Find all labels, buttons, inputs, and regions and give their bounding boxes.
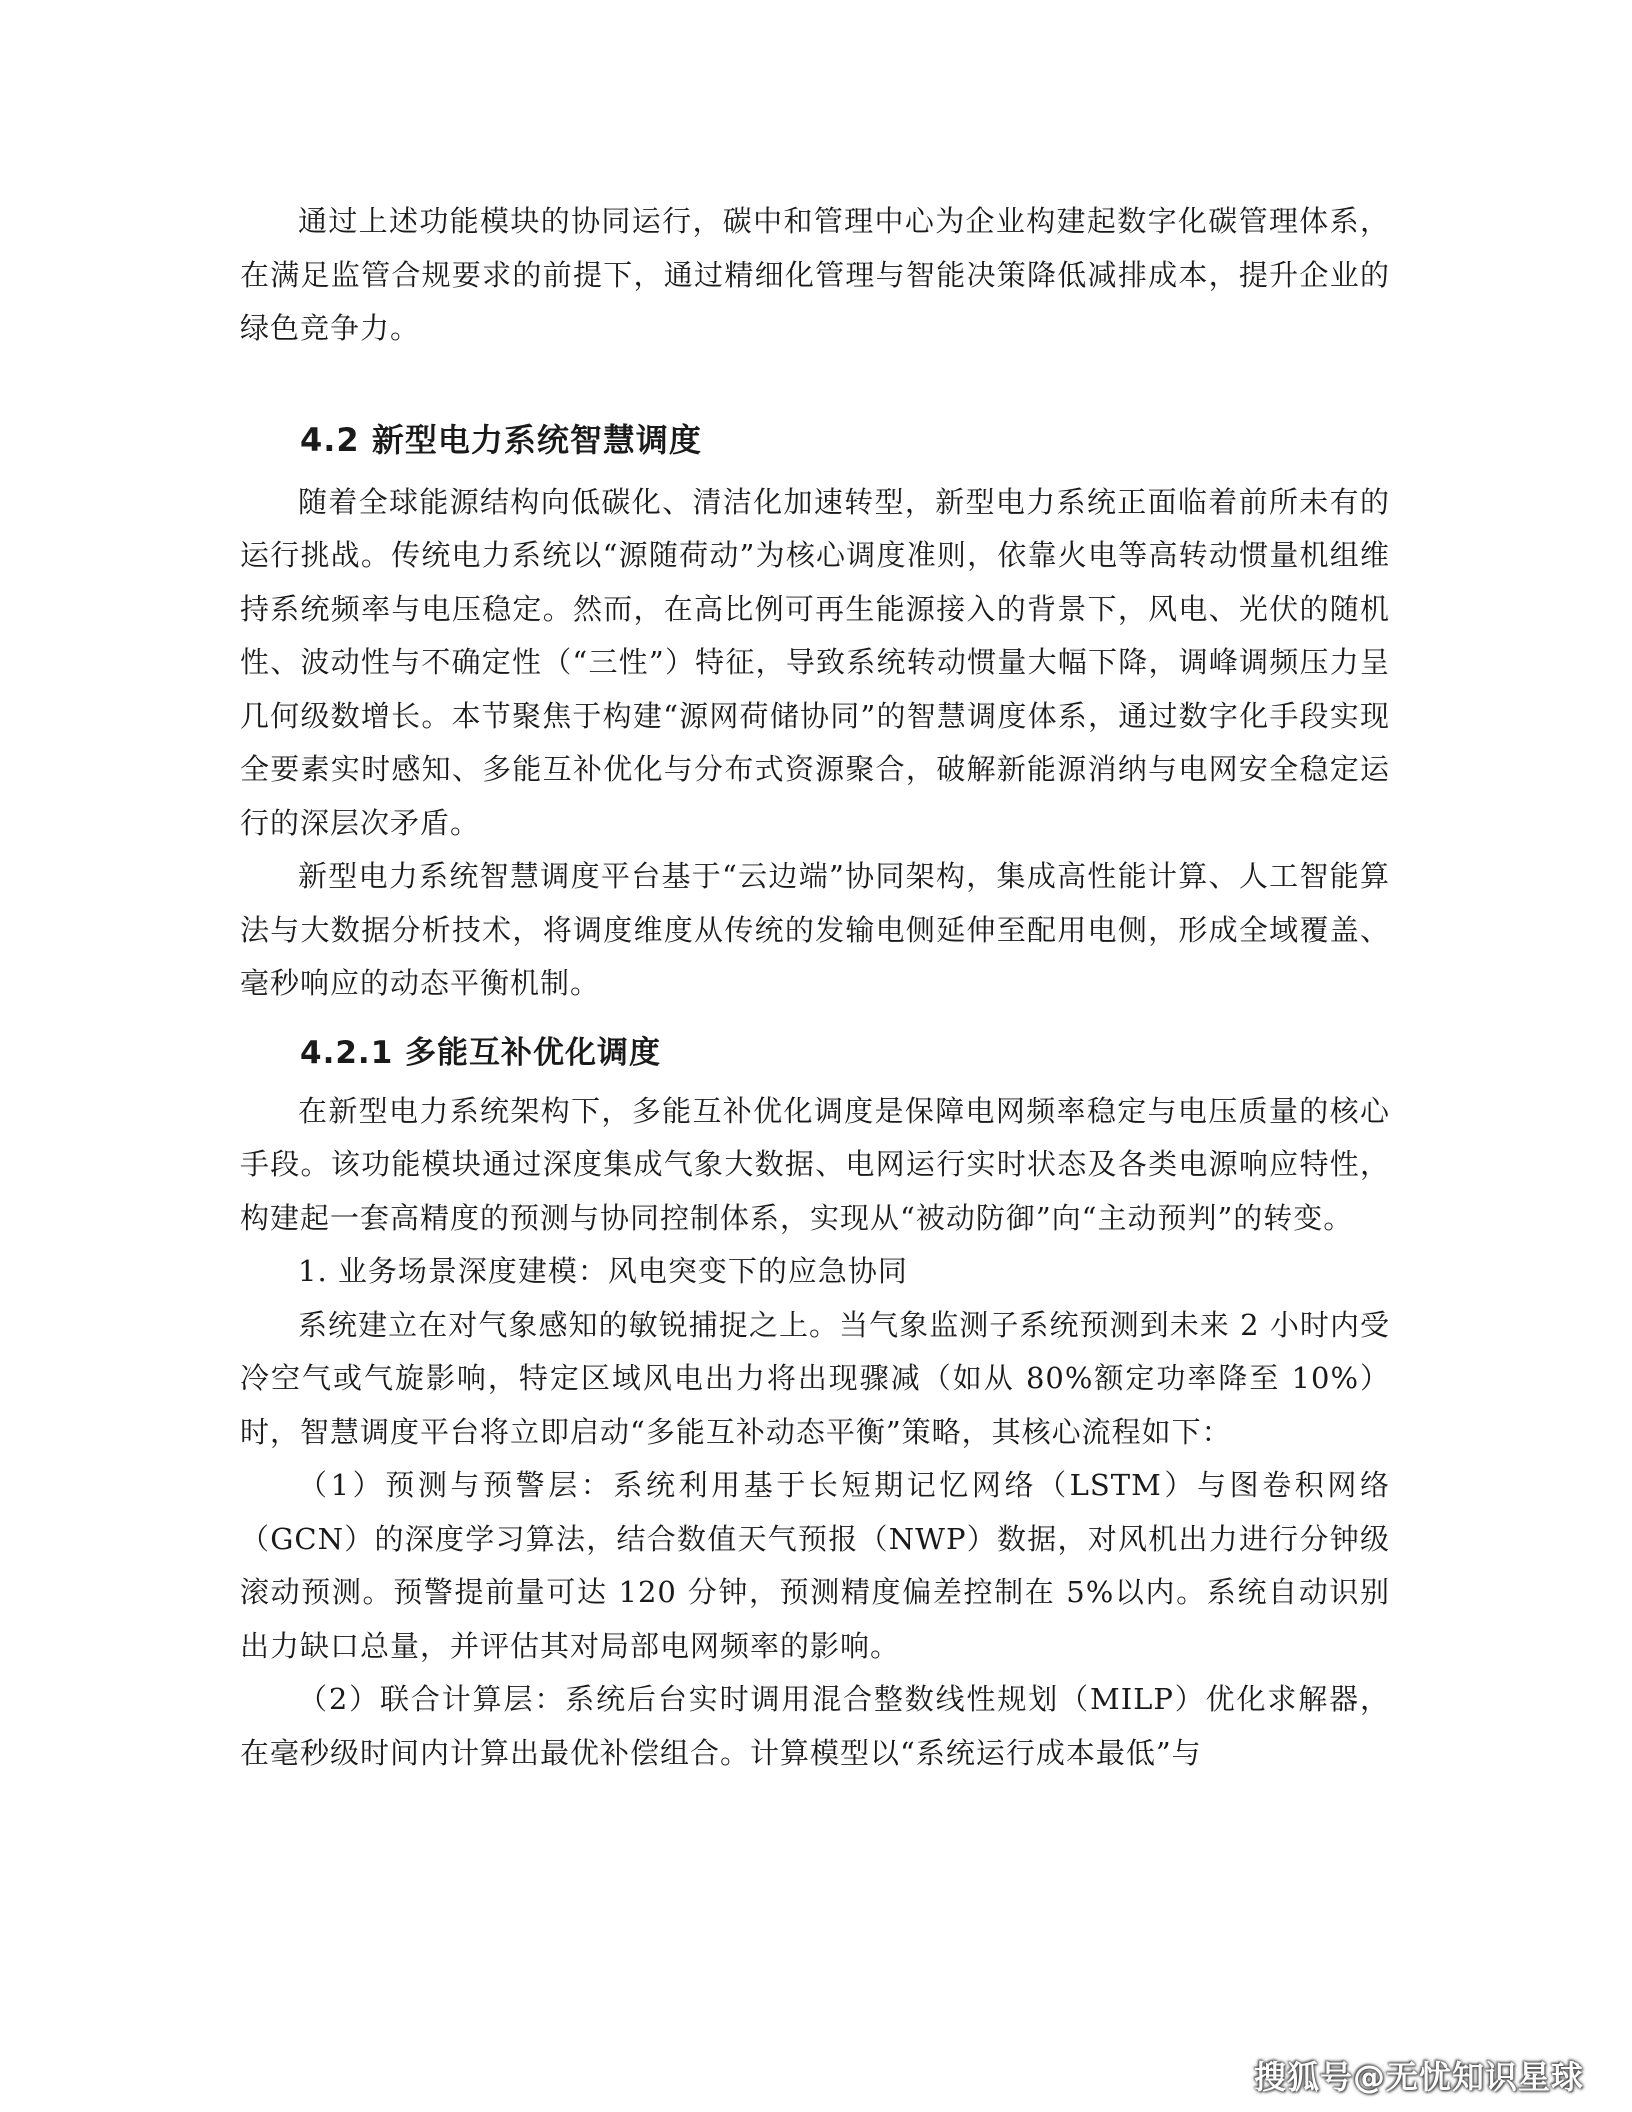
subsection-paragraph-2: 系统建立在对气象感知的敏锐捕捉之上。当气象监测子系统预测到未来 2 小时内受冷空气或气旋影响，特定区域风电出力将出现骤减（如从 80%额定功率降至 10%）时，智慧调度平台将立即启动“多能互补动态平衡”策略，其核心流程如下： — [240, 1307, 1390, 1449]
section-paragraph-1: 随着全球能源结构向低碳化、清洁化加速转型，新型电力系统正面临着前所未有的运行挑战。传统电力系统以“源随荷动”为核心调度准则，依靠火电等高转动惯量机组维持系统频率与电压稳定。然而，在高比例可再生能源接入的背景下，风电、光伏的随机性、波动性与不确定性（“三性”）特征，导致系统转动惯量大幅下降，调峰调频压力呈几何级数增长。本节聚焦于构建“源网荷储协同”的智慧调度体系，通过数字化手段实现全要素实时感知、多能互补优化与分布式资源聚合，破解新能源消纳与电网安全稳定运行的深层次矛盾。 — [240, 484, 1390, 840]
document-page — [240, 195, 1390, 1780]
intro-paragraph: 通过上述功能模块的协同运行，碳中和管理中心为企业构建起数字化碳管理体系，在满足监管合规要求的前提下，通过精细化管理与智能决策降低减排成本，提升企业的绿色竞争力。 — [240, 204, 1390, 345]
subsection-step-2: （2）联合计算层：系统后台实时调用混合整数线性规划（MILP）优化求解器，在毫秒级时间内计算出最优补偿组合。计算模型以“系统运行成本最低”与 — [240, 1682, 1390, 1770]
watermark-text: 搜狐号@无忧知识星球 — [1253, 2058, 1584, 2096]
section-spacer — [240, 356, 1390, 412]
subsection-heading: 4.2.1 多能互补优化调度 — [300, 1034, 662, 1071]
section-paragraph-2: 新型电力系统智慧调度平台基于“云边端”协同架构，集成高性能计算、人工智能算法与大数据分析技术，将调度维度从传统的发输电侧延伸至配用电侧，形成全域覆盖、毫秒响应的动态平衡机制。 — [240, 859, 1390, 1000]
subsection-step-1: （1）预测与预警层：系统利用基于长短期记忆网络（LSTM）与图卷积网络（GCN）的深度学习算法，结合数值天气预报（NWP）数据，对风机出力进行分钟级滚动预测。预警提前量可达 120 分钟，预测精度偏差控制在 5%以内。系统自动识别出力缺口总量，并评估其对局部电网频率的影响。 — [240, 1468, 1390, 1663]
subsection-list-item-1: 1. 业务场景深度建模：风电突变下的应急协同 — [298, 1254, 908, 1288]
subsection-paragraph-1: 在新型电力系统架构下，多能互补优化调度是保障电网频率稳定与电压质量的核心手段。该功能模块通过深度集成气象大数据、电网运行实时状态及各类电源响应特性，构建起一套高精度的预测与协同控制体系，实现从“被动防御”向“主动预判”的转变。 — [240, 1093, 1390, 1235]
section-heading: 4.2 新型电力系统智慧调度 — [300, 420, 702, 459]
